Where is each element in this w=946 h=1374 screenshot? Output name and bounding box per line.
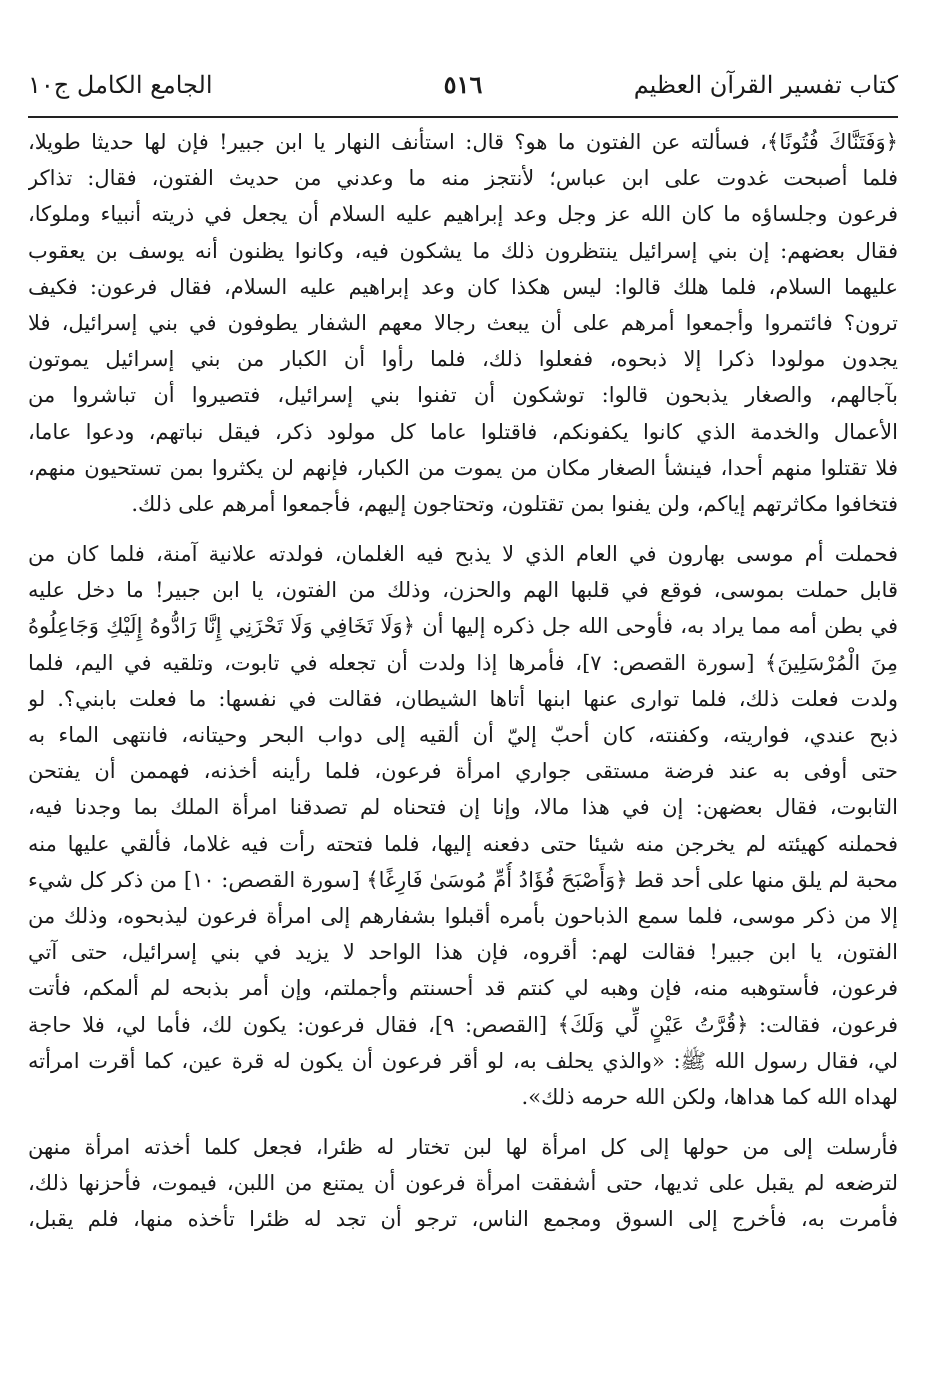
text-line: محبة لم يلق منها على أحد قط ﴿وَأَصْبَحَ فُؤَادُ أُمِّ مُوسَىٰ فَارِغًا﴾ [سورة القصص: ١٠] من ذكر كل شيء <box>28 867 898 892</box>
text-line: حتى أوفى به عند فرضة مستقى جواري امرأة فرعون، فلما رأينه أخذنه، فهممن أن يفتحن <box>28 759 898 784</box>
text-line: فرعون، فقالت: ﴿قُرَّتُ عَيْنٍ لِّي وَلَكَ﴾ [القصص: ٩]، فقال فرعون: يكون لك، فأما لي، فلا حاجة <box>28 1012 898 1037</box>
text-line: فلما أصبحت غدوت على ابن عباس؛ لأنتجز منه ما وعدني من حديث الفتون، فقال: تذاكر <box>28 166 898 191</box>
paragraph-1 <box>28 124 898 522</box>
text-line: قابل حملت بموسى، فوقع في قلبها الهم والحزن، وذلك من الفتون، يا ابن جبير! ما دخل عليه <box>28 578 898 603</box>
text-line: فقال بعضهم: إن بني إسرائيل ينتظرون ذلك ما يشكون فيه، وكانوا يظنون أنه يوسف بن يعقوب <box>28 238 898 263</box>
text-line: فأرسلت إلى من حولها إلى كل امرأة لها لبن تختار له ظئرا، فجعل كلما أخذته امرأة منهن <box>28 1135 898 1160</box>
text-line: فرعون وجلساؤه ما كان الله عز وجل وعد إبراهيم عليه السلام أن يجعل في ذريته أنبياء وملوكا، <box>28 202 898 227</box>
text-line: فلا تقتلوا منهم أحدا، فينشأ الصغار مكان من يموت من الكبار، فإنهم لن يكثروا بمن تستحيون منهم، <box>28 455 898 480</box>
volume-label: الجامع الكامل ج١٠ <box>28 71 213 99</box>
text-line: فتخافوا مكاثرتهم إياكم، ولن يفنوا بمن تقتلون، وتحتاجون إليهم، فأجمعوا أمرهم على ذلك. <box>131 491 898 516</box>
text-line: لترضعه لم يقبل على ثديها، حتى أشفقت امرأة فرعون أن يمتنع من اللبن، فيموت، فأحزنها ذلك، <box>28 1171 898 1196</box>
header-rule <box>28 116 898 118</box>
text-line: فحملت أم موسى بهارون في العام الذي لا يذبح فيه الغلمان، فولدته علانية آمنة، فلما كان من <box>28 542 898 567</box>
paragraph-2 <box>28 536 898 1115</box>
text-line: بآجالهم، والصغار يذبحون قالوا: توشكون أن تفنوا بني إسرائيل، فتصيروا أن تباشروا من <box>28 383 898 408</box>
text-line: عليهما السلام، فلما هلك قالوا: ليس هكذا كان وعد إبراهيم عليه السلام، فقال فرعون: فكيف <box>28 274 898 299</box>
text-line: يجدون مولودا ذكرا إلا ذبحوه، ففعلوا ذلك، فلما رأوا أن الكبار من بني إسرائيل يموتون <box>28 347 898 372</box>
text-line: مِنَ الْمُرْسَلِينَ﴾ [سورة القصص: ٧]، فأمرها إذا ولدت أن تجعله في تابوت، وتلقيه في اليم، فلما <box>28 650 898 675</box>
text-line: فأمرت به، فأخرج إلى السوق ومجمع الناس، ترجو أن تجد له ظئرا تأخذه منها، فلم يقبل، <box>28 1207 898 1232</box>
paragraph-gap <box>28 522 898 536</box>
text-line: في بطن أمه مما يراد به، فأوحى الله جل ذكره إليها أن ﴿وَلَا تَخَافِي وَلَا تَحْزَنِي إِنَّا رَادُّوهُ إِلَيْكِ وَجَاعِلُوهُ <box>28 614 898 639</box>
text-line: فرعون، فأستوهبه منه، فإن وهبه لي كنتم قد أحسنتم وأجملتم، وإن أمر بذبحه لم ألمكم، فأتت <box>28 976 898 1001</box>
text-line: ولدت فعلت ذلك، فلما توارى عنها ابنها أتاها الشيطان، فقالت في نفسها: ما فعلت بابني؟. لو <box>28 686 898 711</box>
page-number: ٥١٦ <box>443 70 483 99</box>
text-line: لهداه الله كما هداها، ولكن الله حرمه ذلك». <box>521 1084 898 1109</box>
paragraph-3 <box>28 1129 898 1238</box>
text-line: إلا من ذكر موسى، فلما سمع الذباحون بأمره أقبلوا بشفارهم إلى امرأة فرعون ليذبحوه، وذلك من <box>28 903 898 928</box>
text-line: الأعمال والخدمة الذي كانوا يكفونكم، فاقتلوا عاما كل مولود ذكر، فيقل نباتهم، ودعوا عاما، <box>28 419 898 444</box>
text-line: الفتون، يا ابن جبير! فقالت لهم: أقروه، فإن هذا الواحد لا يزيد في بني إسرائيل، حتى آتي <box>28 940 898 965</box>
text-line: لي، فقال رسول الله ﷺ: «والذي يحلف به، لو أقر فرعون أن يكون له قرة عين، كما أقرت امرأته <box>28 1048 898 1073</box>
text-line: ذبح عندي، فواريته، وكفنته، كان أحبّ إليّ أن ألقيه إلى دواب البحر وحيتانه، فانتهى الماء به <box>28 723 898 747</box>
paragraph-gap <box>28 1115 898 1129</box>
book-title: كتاب تفسير القرآن العظيم <box>633 71 898 99</box>
text-line: ﴿وَفَتَنَّاكَ فُتُونًا﴾، فسألته عن الفتون ما هو؟ قال: استأنف النهار يا ابن جبير! فإن لها حديثا طويلا، <box>28 130 898 154</box>
text-line: التابوت، فقال بعضهن: إن في هذا مالا، وإنا إن فتحناه لم تصدقنا امرأة الملك بما وجدنا فيه، <box>28 795 898 820</box>
text-line: ترون؟ فائتمروا وأجمعوا أمرهم على أن يبعث رجالا معهم الشفار يطوفون في بني إسرائيل، فلا <box>28 310 898 335</box>
text-line: فحملنه كهيئته لم يخرجن منه شيئا حتى دفعنه إليها، فلما فتحته رأت فيه غلاما، فألقي عليها منه <box>28 831 898 856</box>
page-header <box>28 60 898 110</box>
page-body <box>28 124 898 1238</box>
